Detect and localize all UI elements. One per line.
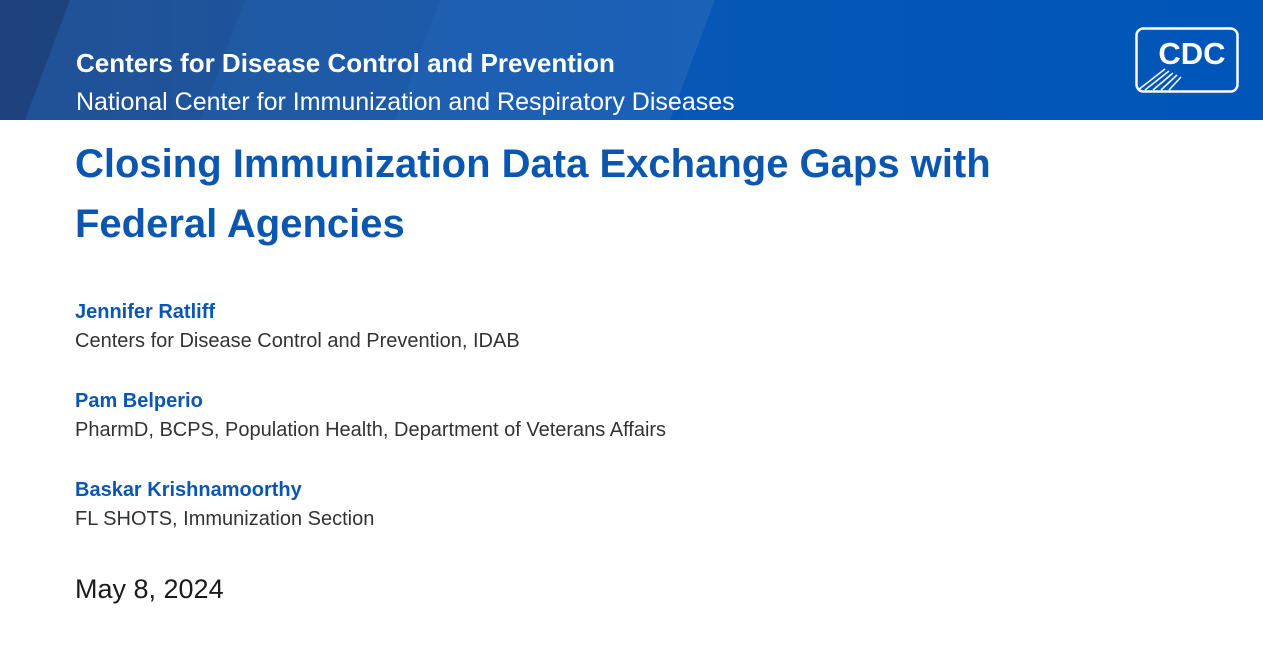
title-line-2: Federal Agencies bbox=[75, 202, 405, 246]
title-line-1: Closing Immunization Data Exchange Gaps with bbox=[75, 142, 991, 186]
svg-text:CDC: CDC bbox=[1158, 36, 1226, 71]
presentation-title bbox=[75, 134, 1175, 254]
presenter bbox=[75, 298, 1175, 387]
presenter bbox=[75, 476, 1175, 565]
organization-name: Centers for Disease Control and Prevention bbox=[76, 48, 615, 78]
presenter-affiliation: FL SHOTS, Immunization Section bbox=[75, 508, 375, 530]
presenter-name: Pam Belperio bbox=[75, 390, 203, 412]
presenter bbox=[75, 387, 1175, 476]
presenter-affiliation: PharmD, BCPS, Population Health, Department of Veterans Affairs bbox=[75, 419, 667, 441]
presentation-date: May 8, 2024 bbox=[75, 574, 224, 604]
center-name: National Center for Immunization and Respiratory Diseases bbox=[76, 88, 735, 116]
presenter-list bbox=[75, 298, 1175, 565]
presenter-name: Jennifer Ratliff bbox=[75, 301, 216, 323]
presenter-affiliation: Centers for Disease Control and Prevention, IDAB bbox=[75, 330, 520, 352]
header-banner bbox=[0, 0, 1263, 120]
cdc-logo bbox=[1135, 27, 1239, 93]
presenter-name: Baskar Krishnamoorthy bbox=[75, 479, 302, 501]
